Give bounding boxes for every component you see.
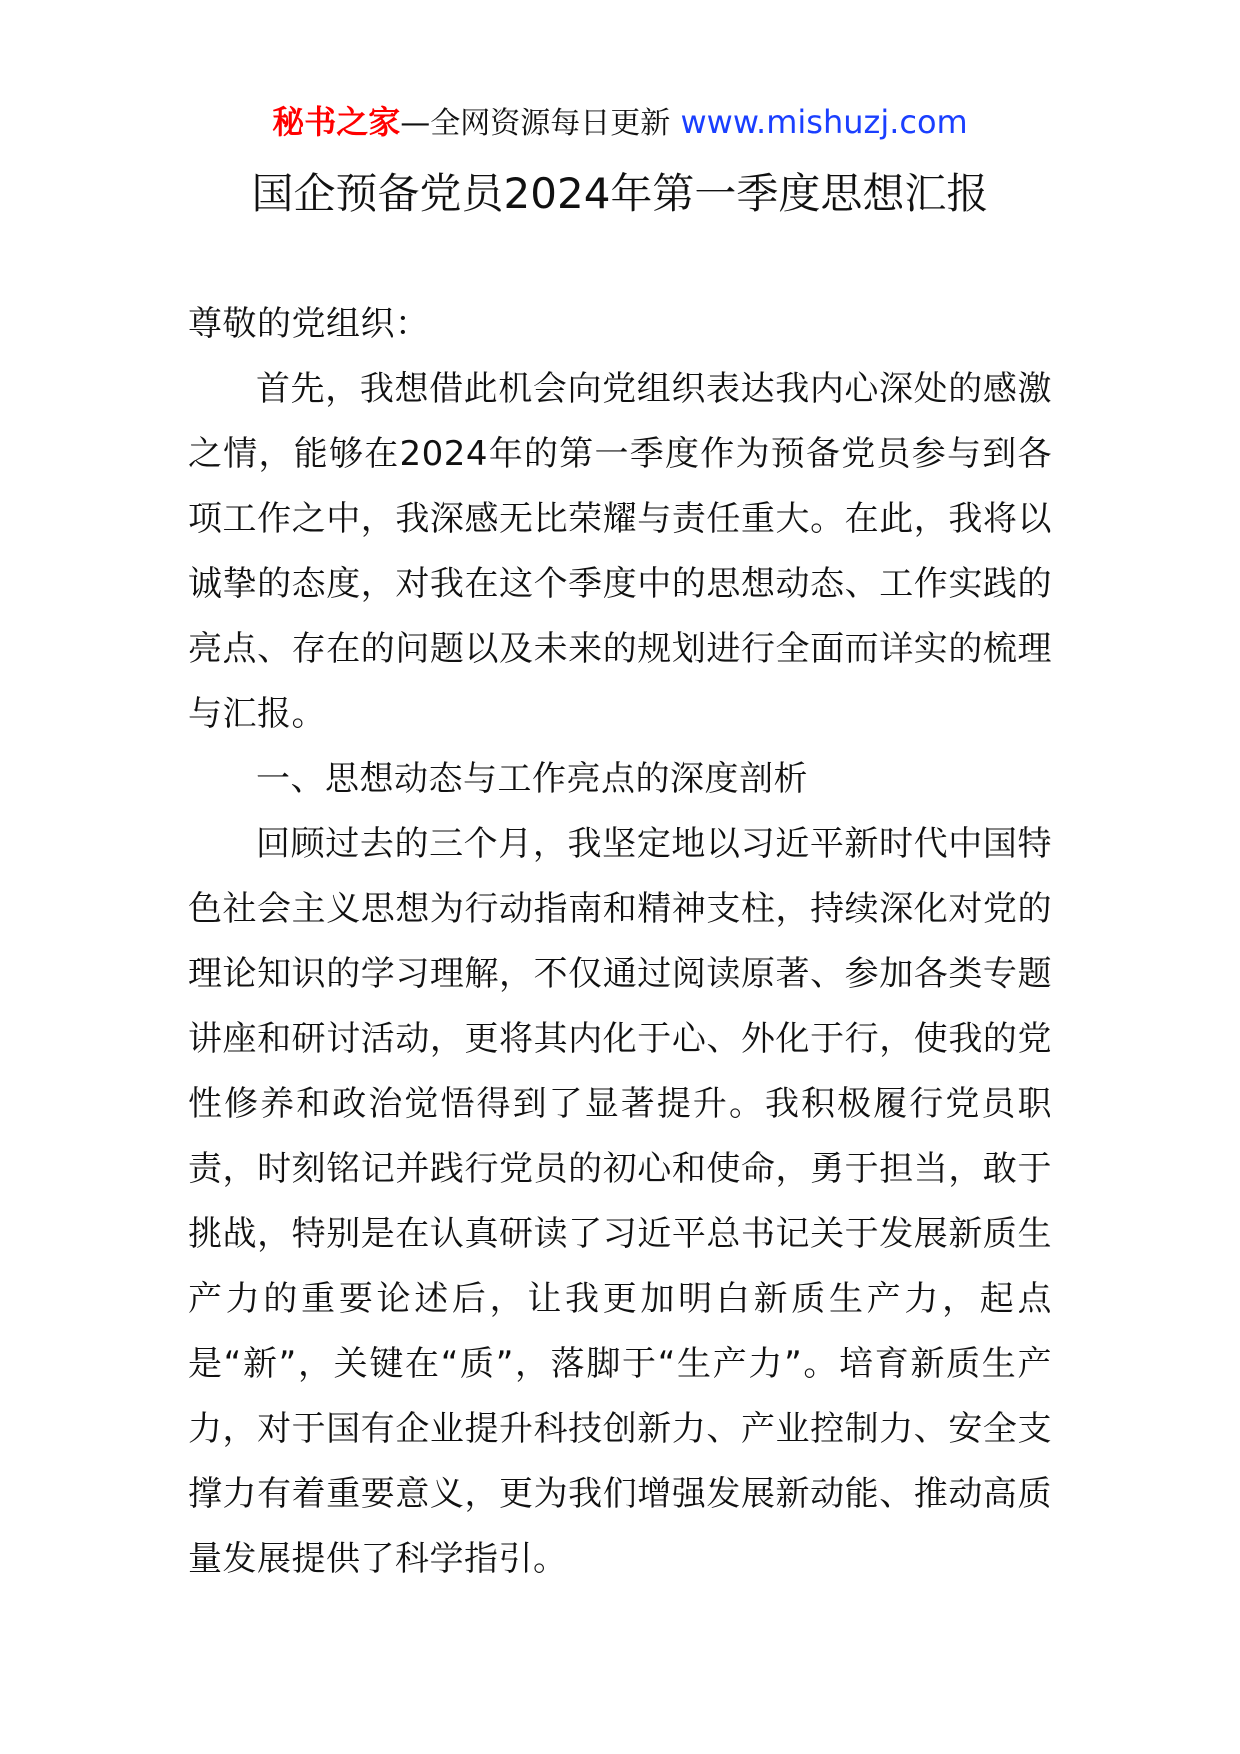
brand-name: 秘书之家 [272,103,401,141]
salutation: 尊敬的党组织： [188,304,430,344]
document-body [188,292,1052,1592]
section-heading: 一、思想动态与工作亮点的深度剖析 [256,759,808,799]
site-url[interactable]: www.mishuzj.com [680,103,968,141]
document-title: 国企预备党员2024年第一季度思想汇报 [251,169,989,218]
paragraph-review: 回顾过去的三个月，我坚定地以习近平新时代中国特色社会主义思想为行动指南和精神支柱，持续深化对党的理论知识的学习理解，不仅通过阅读原著、参加各类专题讲座和研讨活动，更将其内化于心、外化于行，使我的党性修养和政治觉悟得到了显著提升。我积极履行党员职责，时刻铭记并践行党员的初心和使命，勇于担当，敢于挑战，特别是在认真研读了习近平总书记关于发展新质生产力的重要论述后，让我更加明白新质生产力，起点是“新”，关键在“质”，落脚于“生产力”。培育新质生产力，对于国有企业提升科技创新力、产业控制力、安全支撑力有着重要意义，更为我们增强发展新动能、推动高质量发展提供了科学指引。 [188,824,1052,1579]
banner-tagline: —全网资源每日更新 [400,106,671,141]
site-banner [0,100,1240,146]
paragraph-intro: 首先，我想借此机会向党组织表达我内心深处的感激之情，能够在2024年的第一季度作为预备党员参与到各项工作之中，我深感无比荣耀与责任重大。在此，我将以诚挚的态度，对我在这个季度中的思想动态、工作实践的亮点、存在的问题以及未来的规划进行全面而详实的梳理与汇报。 [188,369,1052,734]
